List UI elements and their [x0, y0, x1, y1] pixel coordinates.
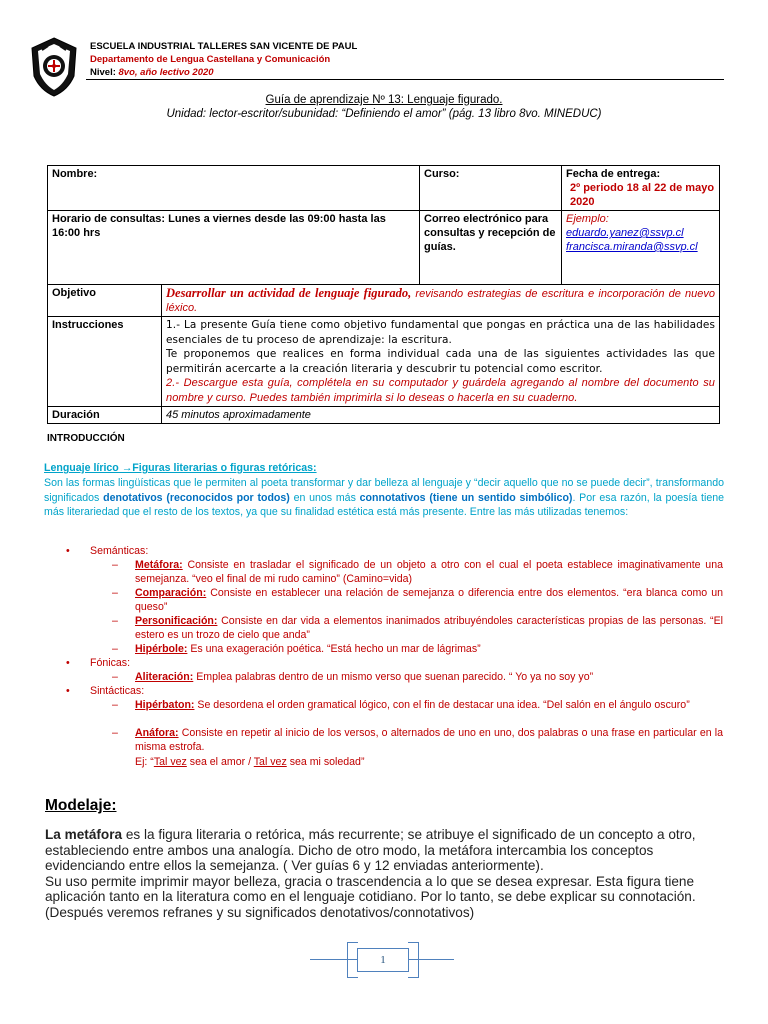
intro-paragraph — [44, 476, 724, 520]
desc-hyperbaton: Se desordena el orden gramatical lógico, con el fin de destacar una idea. “Del salón en el ángulo oscuro” — [194, 699, 690, 711]
term-hyperbaton: Hipérbaton: — [135, 699, 195, 711]
course-field[interactable] — [420, 166, 562, 211]
objective-cell — [162, 285, 720, 317]
dash-icon: – — [112, 587, 118, 599]
modeling-text — [45, 827, 725, 921]
objective-label: Objetivo — [48, 285, 162, 317]
objective-rest: revisando estrategias de escritura e incorporación de nuevo léxico. — [166, 288, 716, 314]
course-label: Curso: — [424, 168, 460, 180]
instruction-3: 2.- Descargue esta guía, complétela en su computador y guárdela agregando al nombre del documento su nombre y curso. Puedes también imprimirla si lo deseas o hacerla en su cuaderno. — [166, 377, 716, 404]
example-end: sea mi soledad” — [286, 756, 365, 768]
school-crest-logo — [28, 36, 80, 98]
intro-p2: en unos más — [289, 491, 360, 504]
consultation-hours: Horario de consultas: Lunes a viernes desde las 09:00 hasta las 16:00 hrs — [48, 211, 420, 285]
level-label: Nivel: — [90, 67, 116, 78]
category-semantic: Semánticas: — [90, 545, 149, 557]
guide-title — [0, 94, 768, 106]
school-name: ESCUELA INDUSTRIAL TALLERES SAN VICENTE DE PAUL — [90, 41, 358, 52]
modeling-term: La metáfora — [45, 827, 123, 842]
term-comparison: Comparación: — [135, 587, 207, 599]
introduction-heading: INTRODUCCIÓN — [47, 433, 125, 444]
school-header — [90, 40, 357, 79]
category-phonic: Fónicas: — [90, 657, 131, 669]
dash-icon: – — [112, 727, 118, 739]
guide-unit: Unidad: lector-escritor/subunidad: “Definiendo el amor” (pág. 13 libro 8vo. MINEDUC) — [166, 108, 602, 120]
instructions-cell — [162, 317, 720, 407]
guide-title-text: Guía de aprendizaje Nº 13: Lenguaje figurado. — [265, 94, 503, 106]
student-info-table — [47, 165, 720, 424]
instruction-2: Te proponemos que realices en forma individual cada una de las siguientes actividades las que permitirán acercarte a la creación literaria y descubrir tu potencial como escritor. — [166, 348, 716, 375]
objective-highlight: Desarrollar un actividad de lenguaje figurado, — [166, 286, 412, 300]
introduction-text — [44, 461, 724, 520]
bullet-icon: • — [66, 545, 70, 557]
example-label: Ejemplo: — [566, 213, 609, 225]
term-hyperbole: Hipérbole: — [135, 643, 188, 655]
bullet-icon: • — [66, 657, 70, 669]
desc-comparison: Consiste en establecer una relación de semejanza o diferencia entre dos elementos. “era blanca como un queso” — [135, 587, 723, 613]
name-field[interactable] — [48, 166, 420, 211]
table-row — [48, 407, 720, 424]
email-cell — [562, 211, 720, 285]
term-anaphora: Anáfora: — [135, 727, 179, 739]
desc-hyperbole: Es una exageración poética. “Está hecho un mar de lágrimas” — [187, 643, 481, 655]
modeling-paragraph-2: Su uso permite imprimir mayor belleza, gracia o trascendencia a lo que se desea expresar. Esta figura tiene aplicación tanto en la literatura como en el lenguaje cotidiano. Por lo tanto, se debe explicar su connotación. (Después veremos refranes y su significados denotativos/connotativos) — [45, 873, 696, 920]
page-number-bracket-right — [408, 942, 419, 978]
list-item — [66, 657, 131, 671]
desc-metaphor: Consiste en trasladar el significado de un objeto a otro con el cual el poeta establece imaginativamente una semejanza. “veo el final de mi rudo camino” (Camino=vida) — [135, 559, 723, 585]
dash-icon: – — [112, 643, 118, 655]
dash-icon: – — [112, 699, 118, 711]
level-line — [90, 66, 357, 79]
bullet-icon: • — [66, 685, 70, 697]
intro-p1: Son las formas lingüísticas que le permiten al poeta transformar y dar belleza al lenguaje y “decir aquello que no se puede decir”, transformando significados — [44, 476, 724, 504]
term-metaphor: Metáfora: — [135, 559, 183, 571]
dash-icon: – — [112, 615, 118, 627]
list-item — [66, 545, 149, 559]
desc-personification: Consiste en dar vida a elementos inanimados atribuyéndoles características propias de las personas. “El estero es un trozo de cielo que anda” — [135, 615, 723, 641]
instructions-label: Instrucciones — [48, 317, 162, 407]
table-row — [48, 211, 720, 285]
example-repeat-1: Tal vez — [153, 756, 187, 768]
instruction-1: 1.- La presente Guía tiene como objetivo fundamental que pongas en práctica una de las habilidades esenciales de tu proceso de aprendizaje: la escritura. — [166, 319, 716, 346]
name-label: Nombre: — [52, 168, 98, 180]
example-repeat-2: Tal vez — [253, 756, 287, 768]
level-value: 8vo, año lectivo 2020 — [118, 67, 214, 78]
header-divider — [86, 79, 724, 80]
modeling-p1: es la figura literaria o retórica, más recurrente; se atribuye el significado de un concepto a otro, estableciendo entre ambos una analogía. Dicho de otro modo, la metáfora intercambia los conceptos evidenciando entre ellos la semejanza. ( Ver guías 6 y 12 enviadas anteriormente). — [45, 827, 696, 874]
category-syntactic: Sintácticas: — [90, 685, 145, 697]
desc-alliteration: Emplea palabras dentro de un mismo verso que suenan parecido. “ Yo ya no soy yo” — [193, 671, 594, 683]
due-date-label: Fecha de entrega: — [566, 168, 661, 180]
department-name: Departamento de Lengua Castellana y Comunicación — [90, 54, 331, 65]
example-middle: sea el amor / — [186, 756, 254, 768]
due-date-value: 2º periodo 18 al 22 de mayo 2020 — [570, 182, 715, 208]
table-row — [48, 285, 720, 317]
due-date-cell — [562, 166, 720, 211]
term-personification: Personificación: — [135, 615, 218, 627]
modeling-paragraph-1 — [45, 827, 725, 874]
email-link-2[interactable]: francisca.miranda@ssvp.cl — [566, 241, 698, 253]
email-label: Correo electrónico para consultas y recepción de guías. — [420, 211, 562, 285]
anaphora-example — [135, 756, 364, 770]
intro-denotative: denotativos (reconocidos por todos) — [103, 491, 290, 504]
intro-p3: . Por esa razón, la poesía tiene más literariedad que el resto de los textos, ya que su finalidad estética está más presente. Entre las más utilizadas tenemos: — [44, 491, 725, 519]
modeling-heading: Modelaje: — [45, 797, 117, 814]
table-row — [48, 317, 720, 407]
duration-value: 45 minutos aproximadamente — [162, 407, 720, 424]
table-row — [48, 166, 720, 211]
list-item — [66, 685, 145, 699]
page-number: 1 — [357, 948, 409, 972]
intro-connotative: connotativos (tiene un sentido simbólico) — [359, 491, 573, 504]
dash-icon: – — [112, 671, 118, 683]
dash-icon: – — [112, 559, 118, 571]
intro-subheading-text: Lenguaje lírico →Figuras literarias o figuras retóricas: — [44, 462, 317, 474]
example-prefix: Ej: “ — [135, 756, 154, 768]
duration-label: Duración — [48, 407, 162, 424]
email-link-1[interactable]: eduardo.yanez@ssvp.cl — [566, 227, 684, 239]
desc-anaphora: Consiste en repetir al inicio de los versos, o alternados de uno en uno, dos palabras o una frase en particular en la misma estrofa. — [135, 727, 723, 753]
intro-subheading — [44, 461, 724, 476]
term-alliteration: Aliteración: — [135, 671, 194, 683]
